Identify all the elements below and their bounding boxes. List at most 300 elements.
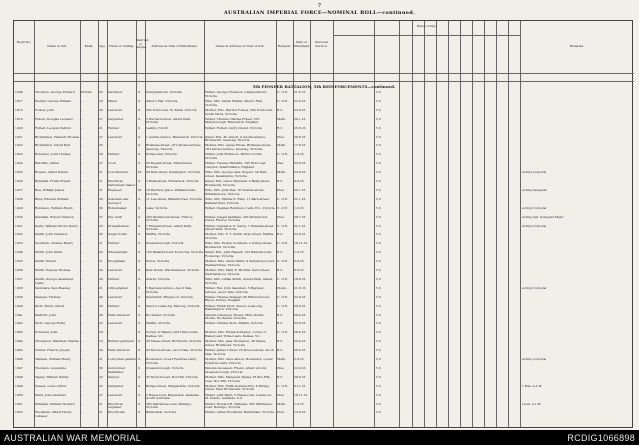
cell-regimental-no: 1937 (15, 276, 23, 281)
cell-rate-of-pay: 5 0 (376, 330, 381, 335)
cell-remarks: Acting Corporal (522, 357, 547, 361)
cell-date-of-enlistment: 21.8.16 (294, 90, 306, 94)
cell-religion: R.C. (277, 339, 284, 344)
cell-next-of-kin: Sister, Mrs. M. Arnott, 9 Austin-terrace, Brunswick, Geelong, Victoria (205, 134, 266, 143)
cell-address: Alber's Flat, Victoria (146, 98, 178, 103)
cell-trade: Farm labourer (108, 312, 130, 317)
header-next-of-kin: Name & Address of Next of Kin. (215, 44, 265, 48)
cell-married: S (138, 179, 141, 183)
cell-religion: Pres. (277, 410, 285, 415)
cell-next-of-kin: Father, Stephen Robinson, Lark, P.O., Victoria (205, 205, 275, 210)
cell-rank: „ (81, 348, 83, 353)
cell-regimental-no: 1940 (15, 303, 23, 308)
cell-next-of-kin: Mother, Mrs. Annie Smith, 9 Sebastopol-road, Wedderburne, Victoria (205, 259, 275, 267)
cell-rate-of-pay: 5 0 (376, 259, 381, 264)
cell-age: 27 (99, 392, 103, 397)
cell-next-of-kin: Father, Alfred Woodham, Bairnsdale, Victoria (205, 410, 274, 415)
cell-rank: „ (81, 107, 83, 112)
cell-married: S (138, 348, 141, 353)
cell-regimental-no: 1922 (15, 143, 23, 148)
cell-regimental-no: 1934 (15, 90, 23, 94)
cell-religion: R.C. (277, 107, 284, 112)
cell-married: S (138, 196, 141, 201)
cell-date-of-enlistment: 1.9.16 (294, 205, 304, 210)
cell-rate-of-pay: 5 0 (376, 339, 381, 344)
cell-trade: Pay clerk (108, 214, 122, 219)
cell-rank: „ (81, 170, 83, 175)
cell-name: Richardson, David Bell (35, 143, 70, 148)
cell-rate-of-pay: 5 0 (376, 321, 381, 326)
cell-next-of-kin: Wife, Mrs. Evelyn Southern, 2 Sutley-street, Brunswick, Victoria (205, 241, 273, 250)
header-married: Married or Single. (136, 38, 149, 50)
cell-religion: C. of E. (277, 330, 289, 335)
cell-address: Greensborough, Victoria (146, 365, 184, 370)
cell-name: Rymmell, Frank Ernest (35, 179, 71, 183)
cell-age: 34 (99, 348, 103, 353)
cell-regimental-no: 1926 (15, 179, 23, 183)
cell-name: Smith, John Grant (35, 250, 63, 255)
cell-name: Thompson, Matthew Charles (35, 339, 79, 344)
cell-rate-of-pay: 5 0 (376, 276, 381, 281)
cell-age: 25 (99, 90, 103, 94)
cell-next-of-kin: Father, Howard H. Williams, 385 Wattletree-road, Bendigo, Victoria (205, 401, 273, 410)
cell-rank: „ (81, 339, 83, 344)
header-address: Address at time of Enlistment. (151, 44, 198, 48)
header-religion: Religion. (277, 44, 292, 48)
cell-date-of-enlistment: 22.9.16 (294, 294, 306, 299)
cell-rank: „ (81, 285, 83, 290)
cell-rate-of-pay: 5 0 (376, 374, 381, 379)
cell-name: Stanger, Thomas (35, 294, 61, 299)
cell-regimental-no: 1936 (15, 268, 23, 272)
cell-next-of-kin: Father, Joseph Sandilan, 293 Drummond-street, Fitzroy, Victoria (205, 214, 268, 223)
cell-trade: Labourer (108, 294, 123, 299)
cell-regimental-no: 1929 (15, 205, 23, 210)
cell-religion: Meth. (277, 401, 286, 406)
cell-regimental-no: 1928 (15, 196, 23, 201)
cell-rank: „ (81, 357, 83, 361)
cell-name: Sandilan, Robert Stanton (35, 214, 74, 219)
cell-remarks: Acting Corporal (522, 285, 547, 290)
cell-date-of-enlistment: 18.9.16 (294, 276, 306, 281)
cell-rank: „ (81, 241, 83, 246)
cell-rate-of-pay: 5 0 (376, 134, 381, 139)
cell-religion: R.C. (277, 125, 284, 130)
cell-rank: „ (81, 116, 83, 121)
cell-date-of-enlistment: 22.8.16 (294, 98, 306, 103)
cell-name: Riley, Edward William (35, 196, 69, 201)
cell-address: 5 Hegel-road, Bayswater, Adelaide, South Australia (146, 392, 200, 401)
header-name: Name in full. (47, 44, 67, 48)
header-rank: Rank. (84, 44, 94, 48)
cell-next-of-kin: Parents deceased. Friend, Albert Alcorn, Greensborough, Victoria (205, 365, 267, 374)
cell-date-of-enlistment: 1.9.16 (294, 250, 304, 255)
cell-married: S (138, 161, 141, 166)
cell-trade: Sugar boiler (108, 232, 127, 237)
header-age: Age. (99, 44, 106, 48)
cell-rate-of-pay: 5 0 (376, 90, 381, 94)
cell-trade: Coachbuilder (108, 170, 129, 175)
cell-trade: Wheelwright (108, 250, 128, 255)
cell-address: Greensborough, Victoria (146, 241, 184, 246)
cell-address: 7 Emerald-street, Albert Park, Victoria (146, 223, 192, 232)
cell-trade: Assistant and surveyor (108, 196, 129, 205)
cell-religion: R.C. (277, 374, 284, 379)
cell-next-of-kin: Father, Thomas Stanger, 66 Hillcrest-road, Ripon, Surrey, England (205, 294, 270, 303)
cell-trade: Carpenter (108, 383, 124, 388)
cell-date-of-enlistment: 2.9.16 (294, 357, 304, 361)
cell-trade: Electrical instrument maker (108, 179, 136, 187)
cell-date-of-enlistment: 29.1.16 (294, 187, 306, 192)
cell-regimental-no: 1949 (15, 383, 23, 388)
cell-trade: Lithographer (108, 285, 129, 290)
cell-trade: Gold-miner, Sawmiller (108, 365, 126, 374)
cell-next-of-kin: Wife, Mrs. Julia Rea, 16 Charles-street, Williamstown, Victoria (205, 187, 265, 196)
cell-married: S (138, 152, 141, 157)
cell-married: S (138, 401, 141, 406)
cell-rate-of-pay: 5 0 (376, 116, 381, 121)
cell-name: Forbes, John (35, 107, 55, 112)
cell-age: 21 (99, 125, 103, 130)
cell-religion: C. of E. (277, 205, 289, 210)
cell-age: 36 (99, 365, 103, 370)
cell-rank: „ (81, 392, 83, 397)
cell-date-of-enlistment: 4.9.16 (294, 179, 304, 183)
cell-next-of-kin: Father, Frank Stott, Steve's Loans-hg, Bakerington, Victoria (205, 303, 263, 312)
cell-name: Smith, George Alexander Lethe (35, 276, 74, 285)
cell-married: S (138, 392, 141, 397)
cell-name: Stafford, John (35, 312, 57, 317)
cell-rank: „ (81, 410, 83, 415)
cell-name: Turner, Francis Joseph (35, 348, 70, 353)
cell-trade: Carpenter (108, 116, 124, 121)
cell-religion: Pres. (277, 365, 285, 370)
cell-regimental-no: 1938 (15, 285, 23, 290)
cell-name: Smith, John Clarence (35, 232, 68, 237)
cell-religion: C. of E. (277, 196, 289, 201)
cell-next-of-kin: Wife, Mrs. Sarah Fielder, Alber's Flat, Victoria (205, 98, 263, 107)
cell-rank: „ (81, 205, 83, 210)
cell-address: 11 Lee-street, Ballarat East, Victoria (146, 196, 202, 201)
cell-rank: „ (81, 232, 83, 237)
cell-name: Robinson, William Henry (35, 205, 73, 210)
cell-rank: „ (81, 321, 83, 326)
table-row (14, 410, 634, 422)
cell-regimental-no: 1923 (15, 152, 23, 157)
cell-age: 21 (99, 410, 103, 415)
cell-regimental-no: 1931 (15, 223, 23, 228)
footer-institution: AUSTRALIAN WAR MEMORIAL (4, 433, 142, 443)
cell-married: M (138, 170, 142, 175)
cell-religion: C. of E. (277, 152, 289, 157)
cell-rate-of-pay: 5 0 (376, 294, 381, 299)
cell-age: 18 (99, 152, 103, 157)
cell-regimental-no: 1945 (15, 348, 23, 353)
cell-address: 38 Stawe-street, Richmond, Victoria (146, 339, 202, 344)
cell-trade: Farm labourer (108, 348, 130, 353)
cell-rate-of-pay: 5 0 (376, 152, 381, 157)
cell-date-of-enlistment: 21.9.16 (294, 285, 306, 290)
cell-address: Ararat, Victoria (146, 276, 170, 281)
cell-age: 37 (99, 214, 103, 219)
cell-religion: R.C. (277, 268, 284, 272)
cell-address: Steve's Loans-hg, Marong, Victoria (146, 303, 200, 308)
cell-age: 30 (99, 205, 103, 210)
cell-rank: „ (81, 250, 83, 255)
page-number: 7 (317, 3, 322, 9)
cell-next-of-kin: Father, Charles Stott, Maffra, Victoria (205, 321, 263, 326)
cell-regimental-no: 1952 (15, 410, 23, 415)
battalion-heading: 5th PIONEER BATTALION, 5th REINFORCEMENTS—continued. (252, 84, 396, 89)
cell-regimental-no: 1933 (15, 241, 23, 246)
cell-address: Euroa, Victoria (146, 259, 170, 264)
cell-married: S (138, 365, 141, 370)
cell-name: Robinson, John Lindsay (35, 152, 71, 157)
cell-name: Fraser, Douglas Leonard (35, 116, 73, 121)
cell-next-of-kin: Wife, Mrs. Lillian Smith, Ararat Park, Ararat, Victoria (205, 276, 274, 285)
cell-next-of-kin: Father, John Ward, 5 Hegel-road, Leatwood, St. Peters, Adelaide, S.A. (205, 392, 272, 401)
cell-married: S (138, 143, 141, 148)
cell-married: S (138, 312, 141, 317)
cell-next-of-kin: Father, Captain S. E. Serby, 7 Emerald-street, Albert Park, Victoria (205, 223, 275, 232)
cell-address: Kerr-street, Warrnambool, Victoria (146, 268, 200, 272)
cell-rank: „ (81, 312, 83, 317)
cell-date-of-enlistment: 28.4.16 (294, 312, 306, 317)
cell-date-of-enlistment: 7.9.16 (294, 401, 304, 406)
footer-bar (0, 430, 639, 445)
cell-age: 21 (99, 241, 103, 246)
cell-religion: R.C. (277, 321, 284, 326)
cell-age: 23 (99, 223, 103, 228)
cell-next-of-kin: Mother, Mrs. Mary E. Hickins, Kerr-street, Warrnambool, Victoria (205, 268, 270, 276)
cell-regimental-no: 1934 (15, 250, 23, 255)
cell-married: S (138, 276, 141, 281)
cell-address: Boulevard, Lower Ferntree Gully, Victoria (146, 357, 197, 365)
cell-name: Tailman, William Henry (35, 357, 71, 361)
cell-address: Bairnsdale, Victoria (146, 410, 177, 415)
cell-date-of-enlistment: 23.9.16 (294, 170, 306, 175)
cell-next-of-kin: Sister, Mrs. John Hassell, 163 Ballarat-road, Footscray, Victoria (205, 250, 273, 258)
cell-date-of-enlistment: 25.4.16 (294, 339, 306, 344)
cell-rate-of-pay: 5 0 (376, 365, 381, 370)
cell-rank: „ (81, 303, 83, 308)
cell-next-of-kin: Wife, Mrs. George Alex. Rogers, 54 Hall-street, Kensington, Victoria (205, 170, 268, 178)
cell-regimental-no: 1920 (15, 125, 23, 130)
cell-regimental-no: 1930 (15, 214, 23, 219)
cell-trade: „ (108, 330, 110, 335)
cell-date-of-enlistment: 30.8.16 (294, 161, 306, 166)
cell-age: 18 (99, 330, 103, 335)
cell-religion: C. of E. (277, 223, 289, 228)
cell-trade: Miner (108, 98, 118, 103)
cell-rate-of-pay: 5 0 (376, 223, 381, 228)
header-date-of-enlistment: Date of Enlistment. (293, 40, 311, 48)
cell-rank: „ (81, 143, 83, 148)
cell-married: S (138, 116, 141, 121)
cell-date-of-enlistment: 18.11.16 (294, 392, 308, 397)
cell-address: 2 Bank-street, Brunswick, Victoria (146, 179, 199, 183)
cell-name: Serby, William Moore Henry (35, 223, 79, 228)
cell-married: S (138, 205, 141, 210)
cell-married: S (138, 357, 141, 361)
cell-age: 31 (99, 187, 103, 192)
cell-address: Lake, Victoria (146, 205, 168, 210)
cell-married: S (138, 374, 141, 379)
cell-married: S (138, 241, 141, 246)
cell-religion: R.C. (277, 348, 284, 353)
cell-religion: R.C. (277, 312, 284, 317)
cell-remarks: Acting Corporal (522, 170, 547, 175)
cell-religion: Pres. (277, 134, 285, 139)
cell-religion: C. of E. (277, 259, 289, 264)
cell-regimental-no: 1943 (15, 330, 23, 335)
cell-rank: „ (81, 125, 83, 130)
cell-married: S (138, 339, 141, 344)
footer-record-id: RCDIG1066898 (567, 433, 635, 443)
cell-address: 293 Drummond-street, Fitzroy, Victoria (146, 214, 193, 223)
cell-religion: C. of E. (277, 98, 289, 103)
cell-name: Thomson, George Edward (35, 90, 75, 94)
cell-date-of-enlistment: 23.8.16 (294, 107, 306, 112)
cell-rate-of-pay: 5 0 (376, 241, 381, 246)
cell-date-of-enlistment: 23.9.16 (294, 232, 306, 237)
cell-date-of-enlistment: 22.1.16 (294, 223, 306, 228)
header-trade: Trade or Calling. (108, 44, 135, 48)
cell-trade: Labourer (108, 392, 123, 397)
cell-age: 24 (99, 268, 103, 272)
cell-rate-of-pay: 5 0 (376, 250, 381, 255)
cell-address: 5 Herbert-street, Albert Park, Victoria (146, 116, 192, 125)
cell-address: Bridge-street, Wangaratta, Victoria (146, 383, 200, 388)
cell-religion: Wes. (277, 161, 285, 166)
cell-religion: Presb. (277, 285, 287, 290)
cell-next-of-kin: Father, John Robinson, Mirboo North, Victoria (205, 152, 263, 161)
header-previous-service: Previous Service. (314, 40, 329, 48)
cell-rate-of-pay: 5 0 (376, 125, 381, 130)
cell-religion: C. of E. (277, 303, 289, 308)
cell-married: S (138, 383, 141, 388)
cell-regimental-no: 1951 (15, 401, 23, 406)
cell-name: Thomson, Augustine (35, 365, 67, 370)
cell-next-of-kin: Mother, Mrs. Emma Schrader, corner of Bakery and Tribe-roads, Kalkee, Vic. (205, 330, 266, 339)
cell-name: Futtell, Leopold Patrick (35, 125, 71, 130)
cell-trade: Electrical engineer (108, 401, 123, 410)
cell-religion: Meth. (277, 357, 286, 361)
cell-rank: „ (81, 196, 83, 201)
cell-date-of-enlistment: 26.4.16 (294, 348, 306, 353)
cell-religion: R.C. (277, 179, 284, 183)
cell-address: 163 Ballarat-road, Footscray, Victoria (146, 250, 204, 255)
cell-name: Williams, William Howard (35, 401, 75, 406)
cell-age: 22 (99, 383, 103, 388)
cell-next-of-kin: Father, James Turner, 20 Moore-street, Ascot Vale, Victoria (205, 348, 274, 356)
cell-address: 385 Wattletree-road, Bendigo, Victoria (146, 401, 192, 410)
cell-age: 27 (99, 116, 103, 121)
page-title: AUSTRALIAN IMPERIAL FORCE—NOMINAL ROLL—continued. (223, 10, 416, 16)
cell-rank: „ (81, 276, 83, 281)
cell-date-of-enlistment: 24.1.16 (294, 116, 306, 121)
cell-married: S (138, 250, 141, 255)
cell-age: 31 (99, 357, 103, 361)
cell-married: S (138, 321, 141, 326)
cell-married: S (138, 303, 141, 308)
cell-rank: „ (81, 374, 83, 379)
cell-age: 18 (99, 98, 103, 103)
cell-trade: Gardener (108, 90, 123, 94)
cell-rate-of-pay: 5 0 (376, 392, 381, 397)
cell-name: Ward, John Andrews (35, 392, 67, 397)
cell-religion: Pres. (277, 392, 285, 397)
cell-religion: R.C. (277, 250, 284, 255)
cell-religion: C. of E. (277, 276, 289, 281)
cell-date-of-enlistment: 30.8.16 (294, 321, 306, 326)
cell-next-of-kin: Father, Thomas Charles Fraser, 555 Maryborough, Brunswick, England (205, 116, 260, 125)
cell-age: 26 (99, 196, 103, 201)
cell-address: Corner of Bakery and Tribe-roads, Kalkee, Vic. (146, 330, 199, 339)
cell-address: 1 Austin-terrace, Brunswick, Victoria (146, 134, 203, 139)
cell-rate-of-pay: 5 0 (376, 285, 381, 290)
cell-rate-of-pay: 5 0 (376, 179, 381, 183)
cell-date-of-enlistment: 28.4.16 (294, 330, 306, 335)
cell-age: 40 (99, 294, 103, 299)
cell-date-of-enlistment: 28.9.16 (294, 374, 306, 379)
cell-trade: Rubber gardener (108, 339, 135, 344)
cell-rate-of-pay: 5 0 (376, 383, 381, 388)
cell-address: Brisbane-street, off Latrobe-terrace, Geelong, Victoria (146, 143, 202, 152)
cell-regimental-no: 1921 (15, 134, 23, 139)
cell-date-of-enlistment: 5.9.16 (294, 259, 304, 264)
cell-rank: „ (81, 161, 83, 166)
cell-trade: Ploughman (108, 259, 126, 264)
cell-age: 20 (99, 107, 103, 112)
cell-name: Woodham, Albert Henry Lukasey (35, 410, 72, 419)
cell-religion: Meth. (277, 170, 286, 175)
cell-name: Rea, William James (35, 187, 65, 192)
cell-rank: „ (81, 294, 83, 299)
cell-age: 21 (99, 285, 103, 290)
cell-address: 592 Punt-road, St. Kilda, Victoria (146, 107, 197, 112)
cell-address: 64 Regent-street, Elsternwick, Victoria (146, 161, 193, 169)
cell-name: Richardson, Herbert Thomas (35, 134, 80, 139)
cell-rank: Private (81, 90, 92, 94)
cell-trade: Draughtsman (108, 223, 129, 228)
cell-name: Schrader, John (35, 330, 58, 335)
cell-age: 26 (99, 312, 103, 317)
cell-rank: „ (81, 365, 83, 370)
cell-rank: „ (81, 223, 83, 228)
cell-remarks: 1 Bde. A.L.H. (522, 383, 543, 388)
cell-next-of-kin: Father, Futtell, Carry Grund, Victoria (205, 125, 262, 130)
cell-regimental-no: 1946 (15, 357, 23, 361)
cell-name: Southern, Charles Henry (35, 241, 74, 246)
cell-regimental-no: 1927 (15, 187, 23, 192)
cell-address: Rochester, Victoria (146, 312, 175, 317)
cell-rank: „ (81, 268, 83, 272)
cell-rate-of-pay: 5 0 (376, 268, 381, 272)
cell-address: Maffra, Victoria (146, 232, 171, 237)
cell-married: S (138, 232, 141, 237)
cell-rate-of-pay: 5 0 (376, 187, 381, 192)
cell-rank: „ (81, 259, 83, 264)
cell-age: 22 (99, 321, 103, 326)
cell-age: 21 (99, 401, 103, 406)
cell-age: 31 (99, 170, 103, 175)
cell-rank: „ (81, 179, 83, 183)
cell-married: S (138, 214, 141, 219)
cell-age: 19 (99, 339, 103, 344)
cell-trade: „ (108, 143, 110, 148)
cell-address: 20 Moore-street, Ascot Vale, Victoria (146, 348, 203, 353)
